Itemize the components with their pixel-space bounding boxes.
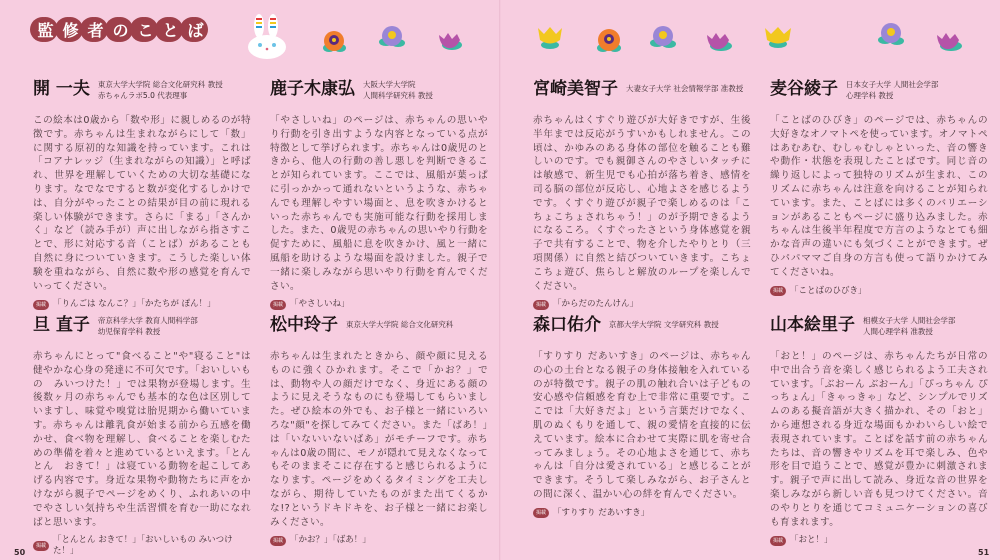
affiliation-line: 東京大学大学院 総合文化研究科 — [346, 320, 454, 329]
supervisor-affiliation — [363, 78, 433, 101]
supervisor-name: 開 一夫 — [33, 79, 90, 99]
purple-flower-icon — [377, 25, 407, 50]
supervisor-affiliation — [626, 78, 743, 94]
affiliation-line: 日本女子大学 人間社会学部 — [846, 80, 939, 89]
title-char: ば — [183, 17, 208, 42]
supervisor-block — [33, 314, 251, 557]
supervisor-affiliation — [98, 78, 223, 101]
book-badge: 掲載 — [533, 508, 549, 518]
affiliation-line: 大妻女子大学 社会情報学部 准教授 — [626, 84, 744, 93]
supervisor-comment: 「やさしいね」のページは、赤ちゃんの思いやり行動を引き出すような内容となっている点が特徴として挙げられます。赤ちゃんは0歳児のときから、他人の行動の善し悪しを判断できることが知られています。ここでは、風船が葉っぱに引っかかって通れないというような、赤ちゃんでも理解しやすい場面と、息を吹きかけるといった赤ちゃんでも実施可能な行動を採用しました。また、0歳児の赤ちゃんの思いやり行動を促すために、風船に息を吹きかけ、風と一緒に風船を助けるような場面を設けました。親子で一緒に楽しみながら思いやり行動を育んでください。 — [270, 115, 488, 292]
book-badge: 掲載 — [533, 300, 549, 310]
affiliation-line: 帝京科学大学 教育人間科学部 — [97, 316, 198, 325]
supervisor-name: 松中玲子 — [270, 315, 338, 335]
book-badge: 掲載 — [770, 286, 786, 296]
featured-books: 「かお？」「ばあ！」 — [290, 535, 371, 546]
supervisor-comment: 「ことばのひびき」のページでは、赤ちゃんの大好きなオノマトペを使っています。オノマトペはあむあむ、むしゃむしゃといった、音の響きや動作・状態を表現したことばです。同じ音の繰り返しによって独特のリズムが生まれ、このリズムに赤ちゃんは注意を向けることが知られています。また、ことばには多くのバリエーションがあることもページに盛り込みました。赤ちゃんは生後半年程度で方言のようなとても細かな音声の違いにも気づくことができます。ぜひパパママご自身の方言も使って語りかけてみてくださいね。 — [770, 115, 988, 278]
featured-books: 「ことばのひびき」 — [790, 285, 867, 296]
supervisor-affiliation — [609, 314, 719, 330]
supervisor-name: 旦 直子 — [33, 315, 90, 335]
title-char: 監 — [33, 17, 58, 42]
supervisor-affiliation — [846, 78, 938, 101]
affiliation-line: 人間心理学科 准教授 — [863, 327, 933, 336]
supervisor-comment: 「おと！」のページは、赤ちゃんたちが日常の中で出合う音を楽しく感じられるよう工夫されています。「ぶおーん ぶおーん」「ぴっちゃん ぴっちょん」「きゃっきゃ」など、シンプルでリズムのある擬音語が大きく描かれ、その「おと」から連想される身近な場面もかわいらしい絵で表現されています。ことばを話す前の赤ちゃんたちは、音の響きやリズムを耳で楽しみ、色や形を目で追うことで、感覚が豊かに刺激されます。親子で声に出して読み、身近な音の世界を楽しみながら新しい音も見つけてください。音のやりとりを通じてコミュニケーションの喜びも育まれます。 — [770, 351, 988, 528]
title-char: こ — [133, 17, 158, 42]
affiliation-line: 人間科学研究科 教授 — [363, 91, 433, 100]
affiliation-line: 心理学科 教授 — [846, 91, 894, 100]
book-badge: 掲載 — [770, 536, 786, 546]
supervisor-block — [770, 78, 988, 297]
affiliation-line: 東京大学大学院 総合文化研究科 教授 — [97, 80, 223, 89]
featured-books: 「りんごは なんこ？」「かたちが ぽん！」 — [53, 299, 216, 310]
supervisor-name: 山本絵里子 — [770, 315, 855, 335]
supervisor-block — [533, 78, 751, 310]
title-char: の — [108, 17, 133, 42]
book-badge: 掲載 — [270, 536, 286, 546]
tulip-icon — [436, 30, 464, 52]
book-badge: 掲載 — [33, 541, 49, 551]
tulip-icon — [934, 30, 964, 54]
supervisor-name: 森口佑介 — [533, 315, 601, 335]
page-number-left: 50 — [14, 548, 26, 557]
book-badge: 掲載 — [33, 300, 49, 310]
supervisor-block — [270, 314, 488, 546]
affiliation-line: 相模女子大学 人間社会学部 — [863, 316, 956, 325]
supervisor-block — [770, 314, 988, 546]
supervisor-comment: 赤ちゃんは生まれたときから、顔や顔に見えるものに強くひかれます。そこで「かお？」では、動物や人の顔だけでなく、身近にある顔のように見えそうなものにも登場してもらいました。ぜひ絵本の外でも、お子様と一緒にいろいろな"顔"を探してみてください。また「ばあ！」は「いないいないばあ」がモチーフです。赤ちゃんは0歳の間に、モノが隠れて見えなくなってもそのままそこに存在すると感じられるようになります。ページをめくるタイミングを工夫しながら、期待していたものがまた出てくるかな!?というドキドキを、お子様と一緒にお楽しみください。 — [270, 351, 488, 528]
title-char: と — [158, 17, 183, 42]
supervisor-affiliation — [98, 314, 198, 337]
yellow-flower-icon — [763, 25, 793, 49]
affiliation-line: 大阪大学大学院 — [363, 80, 416, 89]
supervisor-block — [533, 314, 751, 519]
affiliation-line: 幼児保育学科 教授 — [97, 327, 161, 336]
supervisor-block — [270, 78, 488, 310]
supervisor-comment: 赤ちゃんにとって"食べること"や"寝ること"は健やかな心身の発達に不可欠です。「おいしいもの みいつけた！」では果物が登場します。生後数ヶ月の赤ちゃんでも基本的な色は区別していますし、味覚や嗅覚は胎児期から働いています。赤ちゃんは離乳食が始まる前から五感を働かせ、食べ物を理解し、食べることを楽しむための準備を着々と進めているといえます。「とんとん おきて！」は寝ている動物を起こしてあげる内容です。身近な果物や動物たちに声をかけながら親子でページをめくり、ふれあいの中でやさしい気持ちや生活習慣を育む一助になればと思います。 — [33, 351, 251, 528]
purple-flower-icon — [876, 22, 906, 48]
yellow-flower-icon — [536, 25, 564, 51]
supervisor-block — [33, 78, 251, 310]
page-number-right: 51 — [978, 548, 990, 557]
title-char: 修 — [58, 17, 83, 42]
title-char: 者 — [83, 17, 108, 42]
tulip-icon — [704, 30, 734, 54]
supervisor-name: 鹿子木康弘 — [270, 79, 355, 99]
featured-books: 「すりすり だあいすき」 — [553, 507, 650, 518]
purple-flower-icon — [648, 25, 678, 51]
supervisor-name: 麦谷綾子 — [770, 79, 838, 99]
orange-flower-icon — [594, 28, 624, 56]
supervisor-comment: 「すりすり だあいすき」のページは、赤ちゃんの心の土台となる親子の身体接触を入れているのが特徴です。親子の肌の触れ合いは子どもの安心感や信頼感を育む上で非常に重要です。ここでは「大好きだよ」という言葉だけでなく、肌のぬくもりを通して、親の愛情を直接的に伝えています。絵本に合わせて実際に肌を寄せ合ってみましょう。その心地よさを通じて、赤ちゃんは「自分は愛されている」と感じることができます。そうして楽しみながら、お子さんとの間に深く、温かい心の絆を育んでください。 — [533, 351, 751, 500]
featured-books: 「とんとん おきて！」「おいしいもの みいつけた！」 — [53, 535, 233, 557]
section-title — [33, 17, 208, 42]
book-badge: 掲載 — [270, 300, 286, 310]
featured-books: 「おと！」 — [790, 535, 833, 546]
supervisor-affiliation — [346, 314, 453, 330]
featured-books: 「やさしいね」 — [290, 299, 350, 310]
rabbit-illustration — [243, 12, 293, 60]
featured-books: 「からだのたんけん」 — [553, 299, 639, 310]
supervisor-affiliation — [863, 314, 955, 337]
affiliation-line: 赤ちゃんラボ5.0 代表理事 — [97, 91, 188, 100]
page-gutter — [499, 0, 501, 560]
supervisor-comment: この絵本は0歳から「数や形」に親しめるのが特徴です。赤ちゃんは生まれながらにして「数」に関する原初的な知識を持っています。これは「コアナレッジ（生まれながらの知識）」と呼ばれ、世界を理解していくための大切な基礎になります。なでなですると数が変化するしかけでは、自分がやったことの結果が目の前に現れる楽しい体験ができます。さらに「まる」「さんかく」など（読み手が）声に出しながら指さすことで、形に対応する音（ことば）があることも自然に身についていきます。こうした楽しい体験を重ねながら、自然に数や形の感覚を育んでいってください。 — [33, 115, 251, 292]
supervisor-name: 宮崎美智子 — [533, 79, 618, 99]
supervisor-comment: 赤ちゃんはくすぐり遊びが大好きですが、生後半年までは反応がうすいかもしれません。この頃は、かゆみのある身体の部位を触ることも難しいのです。でも親御さんのやさしいタッチには敏感で、新生児でも心拍が落ち着き、感情を司る脳の部位が反応し、心地よさを感じるようです。くすぐり遊びが親子で楽しめるのは「こちょこちょされちゃう！」のが予期できるようになるころ。くすぐったさという身体感覚を親子で共有することで、物を介したやりとり（三項関係）に自然と結びついていきます。こちょこちょ遊び、焦らしと解放のループを楽しんでください。 — [533, 115, 751, 292]
affiliation-line: 京都大学大学院 文学研究科 教授 — [609, 320, 719, 329]
orange-flower-icon — [320, 30, 348, 55]
